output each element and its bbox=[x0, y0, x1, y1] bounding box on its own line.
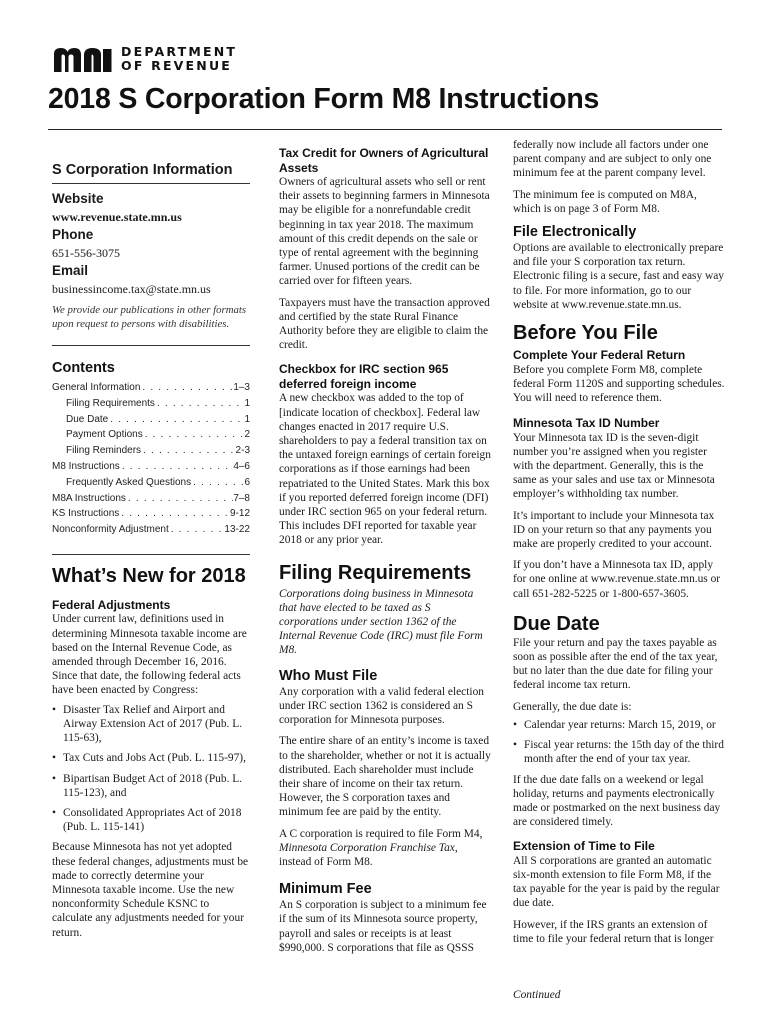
toc-item-page: 1 bbox=[244, 397, 250, 409]
toc-item bbox=[52, 443, 250, 459]
toc-item bbox=[52, 380, 250, 396]
list-item: • Consolidated Appropriates Act of 2018 (Pub. L. 115-141) bbox=[52, 806, 250, 834]
irc965-p1: A new checkbox was added to the top of [indicate location of checkbox]. Federal law changes enacted in 2017 require U.S. shareholders to pay a federal transition tax on the untaxed foreign earnings of certain foreign corporations as if those earnings had been repatriated to the United States. Mark this box if you reported deferred foreign income (DFI) under IRC section 965 on your federal return. This includes DFI reported for taxable year 2018 or any prior year. bbox=[279, 392, 491, 547]
due-date-p1: File your return and pay the taxes payable as soon as possible after the end of the tax year, but no later than the due date for filing your federal income tax return. bbox=[513, 636, 718, 692]
mn-tax-id-p1: Your Minnesota tax ID is the seven-digit number you’re assigned when you register with the department. Generally, this is the same as your sales and use tax or Minnesota employer’s withholding tax number. bbox=[513, 431, 715, 501]
toc-item-label: Payment Options bbox=[66, 429, 143, 441]
table-of-contents bbox=[52, 380, 250, 538]
toc-item bbox=[52, 459, 250, 475]
website-label: Website bbox=[52, 191, 104, 206]
toc-item-page: 1 bbox=[244, 413, 250, 425]
toc-item bbox=[52, 522, 250, 538]
email-link[interactable]: businessincome.tax@state.mn.us bbox=[52, 282, 211, 296]
toc-item-page: 13-22 bbox=[224, 524, 250, 536]
toc-item-page: 1–3 bbox=[233, 382, 250, 393]
page-title: 2018 S Corporation Form M8 Instructions bbox=[48, 83, 600, 115]
accessibility-note: We provide our publications in other formats upon request to persons with disabilities. bbox=[52, 304, 247, 330]
ag-credit-p2: Taxpayers must have the transaction approved and certified by the state Rural Finance Authority before they are eligible to claim the credit. bbox=[279, 296, 490, 352]
due-date-p2: Generally, the due date is: bbox=[513, 700, 632, 713]
filing-requirements-intro: Corporations doing business in Minnesota that have elected to be taxed as S corporations under section 1362 of the Internal Revenue Code (IRC) must file Form M8. bbox=[279, 587, 483, 657]
toc-item-label: Frequently Asked Questions bbox=[66, 476, 192, 488]
toc-item bbox=[52, 475, 250, 491]
toc-item-label: General Information bbox=[52, 382, 141, 393]
filing-requirements-heading: Filing Requirements bbox=[279, 561, 472, 584]
right-column bbox=[513, 138, 727, 953]
toc-item-page: 2 bbox=[244, 429, 250, 441]
toc-item-page: 4–6 bbox=[233, 460, 250, 472]
title-divider bbox=[48, 129, 722, 130]
mn-tax-id-p2: It’s important to include your Minnesota tax ID on your return so that any payments you make are properly credited to your account. bbox=[513, 509, 715, 551]
toc-item-label: M8A Instructions bbox=[52, 492, 126, 504]
minimum-fee-p1-continued: federally now include all factors under one parent company and are subject to only one minimum fee at the parent company level. bbox=[513, 139, 712, 180]
toc-leader-dots bbox=[108, 412, 244, 428]
info-box-heading: S Corporation Information bbox=[52, 148, 250, 184]
toc-item bbox=[52, 427, 250, 443]
ag-credit-p1: Owners of agricultural assets who sell or rent their assets to beginning farmers in Minnesota may be eligible for a nonrefundable credit beginning in tax year 2018. The maximum amount of this credit depends on the sale or type of rental agreement with the beginning farmer. Unused portions of the credit can be carried over for fifteen years. bbox=[279, 176, 490, 288]
due-date-list bbox=[513, 718, 727, 767]
file-electronically-p1: Options are available to electronically prepare and file your S corporation tax return. Electronic filing is a secure, fast and easy way to file. For more information, go to our website at www.revenue.state.mn.us. bbox=[513, 242, 724, 311]
list-item: • Disaster Tax Relief and Airport and Airway Extension Act of 2017 (Pub. L. 115-63), bbox=[52, 703, 250, 746]
toc-item bbox=[52, 396, 250, 412]
toc-leader-dots bbox=[169, 522, 225, 538]
toc-leader-dots bbox=[126, 491, 233, 507]
contents-heading: Contents bbox=[52, 360, 115, 376]
due-date-heading: Due Date bbox=[513, 612, 600, 635]
toc-item-label: Nonconformity Adjustment bbox=[52, 524, 169, 536]
list-item: • Fiscal year returns: the 15th day of the third month after the end of your tax year. bbox=[513, 738, 727, 766]
toc-item bbox=[52, 506, 250, 522]
whats-new-heading: What’s New for 2018 bbox=[52, 564, 246, 587]
toc-leader-dots bbox=[119, 506, 230, 522]
toc-leader-dots bbox=[143, 427, 245, 443]
website-link[interactable]: www.revenue.state.mn.us bbox=[52, 210, 182, 224]
toc-item-page: 6 bbox=[244, 476, 250, 488]
info-box bbox=[52, 148, 250, 346]
due-date-p3: If the due date falls on a weekend or legal holiday, returns and payments electronically made or postmarked on the next business day are considered timely. bbox=[513, 773, 721, 829]
mn-logo-icon bbox=[52, 45, 114, 73]
toc-item-label: Filing Reminders bbox=[66, 445, 142, 457]
left-column bbox=[52, 138, 250, 947]
irc965-heading: Checkbox for IRC section 965 deferred foreign income bbox=[279, 362, 449, 391]
list-item: • Tax Cuts and Jobs Act (Pub. L. 115-97), bbox=[52, 751, 250, 765]
extension-p1: All S corporations are granted an automatic six-month extension to file Form M8, if the tax payable for the year is paid by the regular due date. bbox=[513, 854, 720, 910]
federal-acts-list bbox=[52, 703, 250, 835]
extension-p2: However, if the IRS grants an extension of time to file your federal return that is longer bbox=[513, 918, 714, 945]
who-must-file-heading: Who Must File bbox=[279, 667, 378, 684]
complete-federal-return-p: Before you complete Form M8, complete federal Form 1120S and supporting schedules. You will need to reference them. bbox=[513, 363, 725, 404]
federal-adjustments-heading: Federal Adjustments bbox=[52, 597, 171, 612]
mn-tax-id-p3: If you don’t have a Minnesota tax ID, apply for one online at www.revenue.state.mn.us or call 651-282-5225 or 1-800-657-3605. bbox=[513, 559, 721, 600]
form-m4-title: Minnesota Corporation Franchise Tax, bbox=[279, 841, 458, 854]
minimum-fee-p1: An S corporation is subject to a minimum fee if the sum of its Minnesota source property, payroll and sales or receipts is at least $990,000. S corporations that file as QSSS bbox=[279, 899, 487, 954]
mn-revenue-logo bbox=[52, 45, 237, 73]
email-label: Email bbox=[52, 263, 89, 278]
mn-tax-id-heading: Minnesota Tax ID Number bbox=[513, 416, 660, 431]
minimum-fee-p2: The minimum fee is computed on M8A, which is on page 3 of Form M8. bbox=[513, 188, 697, 215]
file-electronically-heading: File Electronically bbox=[513, 224, 637, 241]
ag-credit-heading: Tax Credit for Owners of Agricultural Assets bbox=[279, 146, 489, 175]
phone-label: Phone bbox=[52, 227, 94, 242]
minimum-fee-heading: Minimum Fee bbox=[279, 881, 372, 898]
who-must-file-p1: Any corporation with a valid federal election under IRC section 1362 is considered an S corporation for Minnesota purposes. bbox=[279, 685, 484, 727]
middle-column bbox=[279, 138, 492, 962]
who-must-file-p3 bbox=[279, 827, 492, 870]
continued-label: Continued bbox=[513, 989, 561, 1001]
list-item: • Calendar year returns: March 15, 2019, or bbox=[513, 718, 727, 732]
org-line-1: DEPARTMENT bbox=[121, 44, 238, 59]
toc-item-label: Filing Requirements bbox=[66, 397, 155, 409]
toc-leader-dots bbox=[120, 459, 234, 475]
toc-item-page: 2-3 bbox=[235, 445, 250, 457]
org-line-2: OF REVENUE bbox=[121, 58, 233, 73]
toc-leader-dots bbox=[141, 443, 236, 459]
toc-leader-dots bbox=[155, 396, 245, 412]
federal-adjustments-intro: Under current law, definitions used in determining Minnesota taxable income are based on the Internal Revenue Code, as amended through December 16, 2016. Since that date, the following federal acts have been enacted by Congress: bbox=[52, 613, 247, 697]
toc-item bbox=[52, 491, 250, 507]
text-segment: instead of Form M8. bbox=[279, 855, 373, 868]
toc-item-label: Due Date bbox=[66, 413, 109, 425]
text-segment: A C corporation is required to file Form M4, bbox=[279, 827, 483, 840]
list-item: • Bipartisan Budget Act of 2018 (Pub. L. 115-123), and bbox=[52, 772, 250, 800]
phone-value: 651-556-3075 bbox=[52, 246, 120, 260]
whats-new-section bbox=[52, 554, 250, 940]
toc-leader-dots bbox=[191, 475, 244, 491]
extension-heading: Extension of Time to File bbox=[513, 839, 655, 854]
toc-leader-dots bbox=[140, 380, 233, 396]
who-must-file-p2: The entire share of an entity’s income is taxed to the shareholder, whether or not it is actually distributed. Each shareholder must include their share of income on their tax return. However, the S corporation taxes and minimum fee are paid by the entity. bbox=[279, 735, 491, 819]
toc-item-page: 7–8 bbox=[233, 492, 250, 504]
complete-federal-return-heading: Complete Your Federal Return bbox=[513, 348, 686, 363]
toc-item-page: 9-12 bbox=[229, 508, 250, 520]
toc-item-label: KS Instructions bbox=[52, 508, 120, 520]
toc-item bbox=[52, 412, 250, 428]
federal-adjustments-outro: Because Minnesota has not yet adopted these federal changes, adjustments must be made to correctly determine your Minnesota taxable income. Use the new nonconformity Schedule KSNC to calculate any adjustments needed for your return. bbox=[52, 841, 249, 939]
before-you-file-heading: Before You File bbox=[513, 322, 658, 345]
toc-item-label: M8 Instructions bbox=[52, 460, 120, 472]
